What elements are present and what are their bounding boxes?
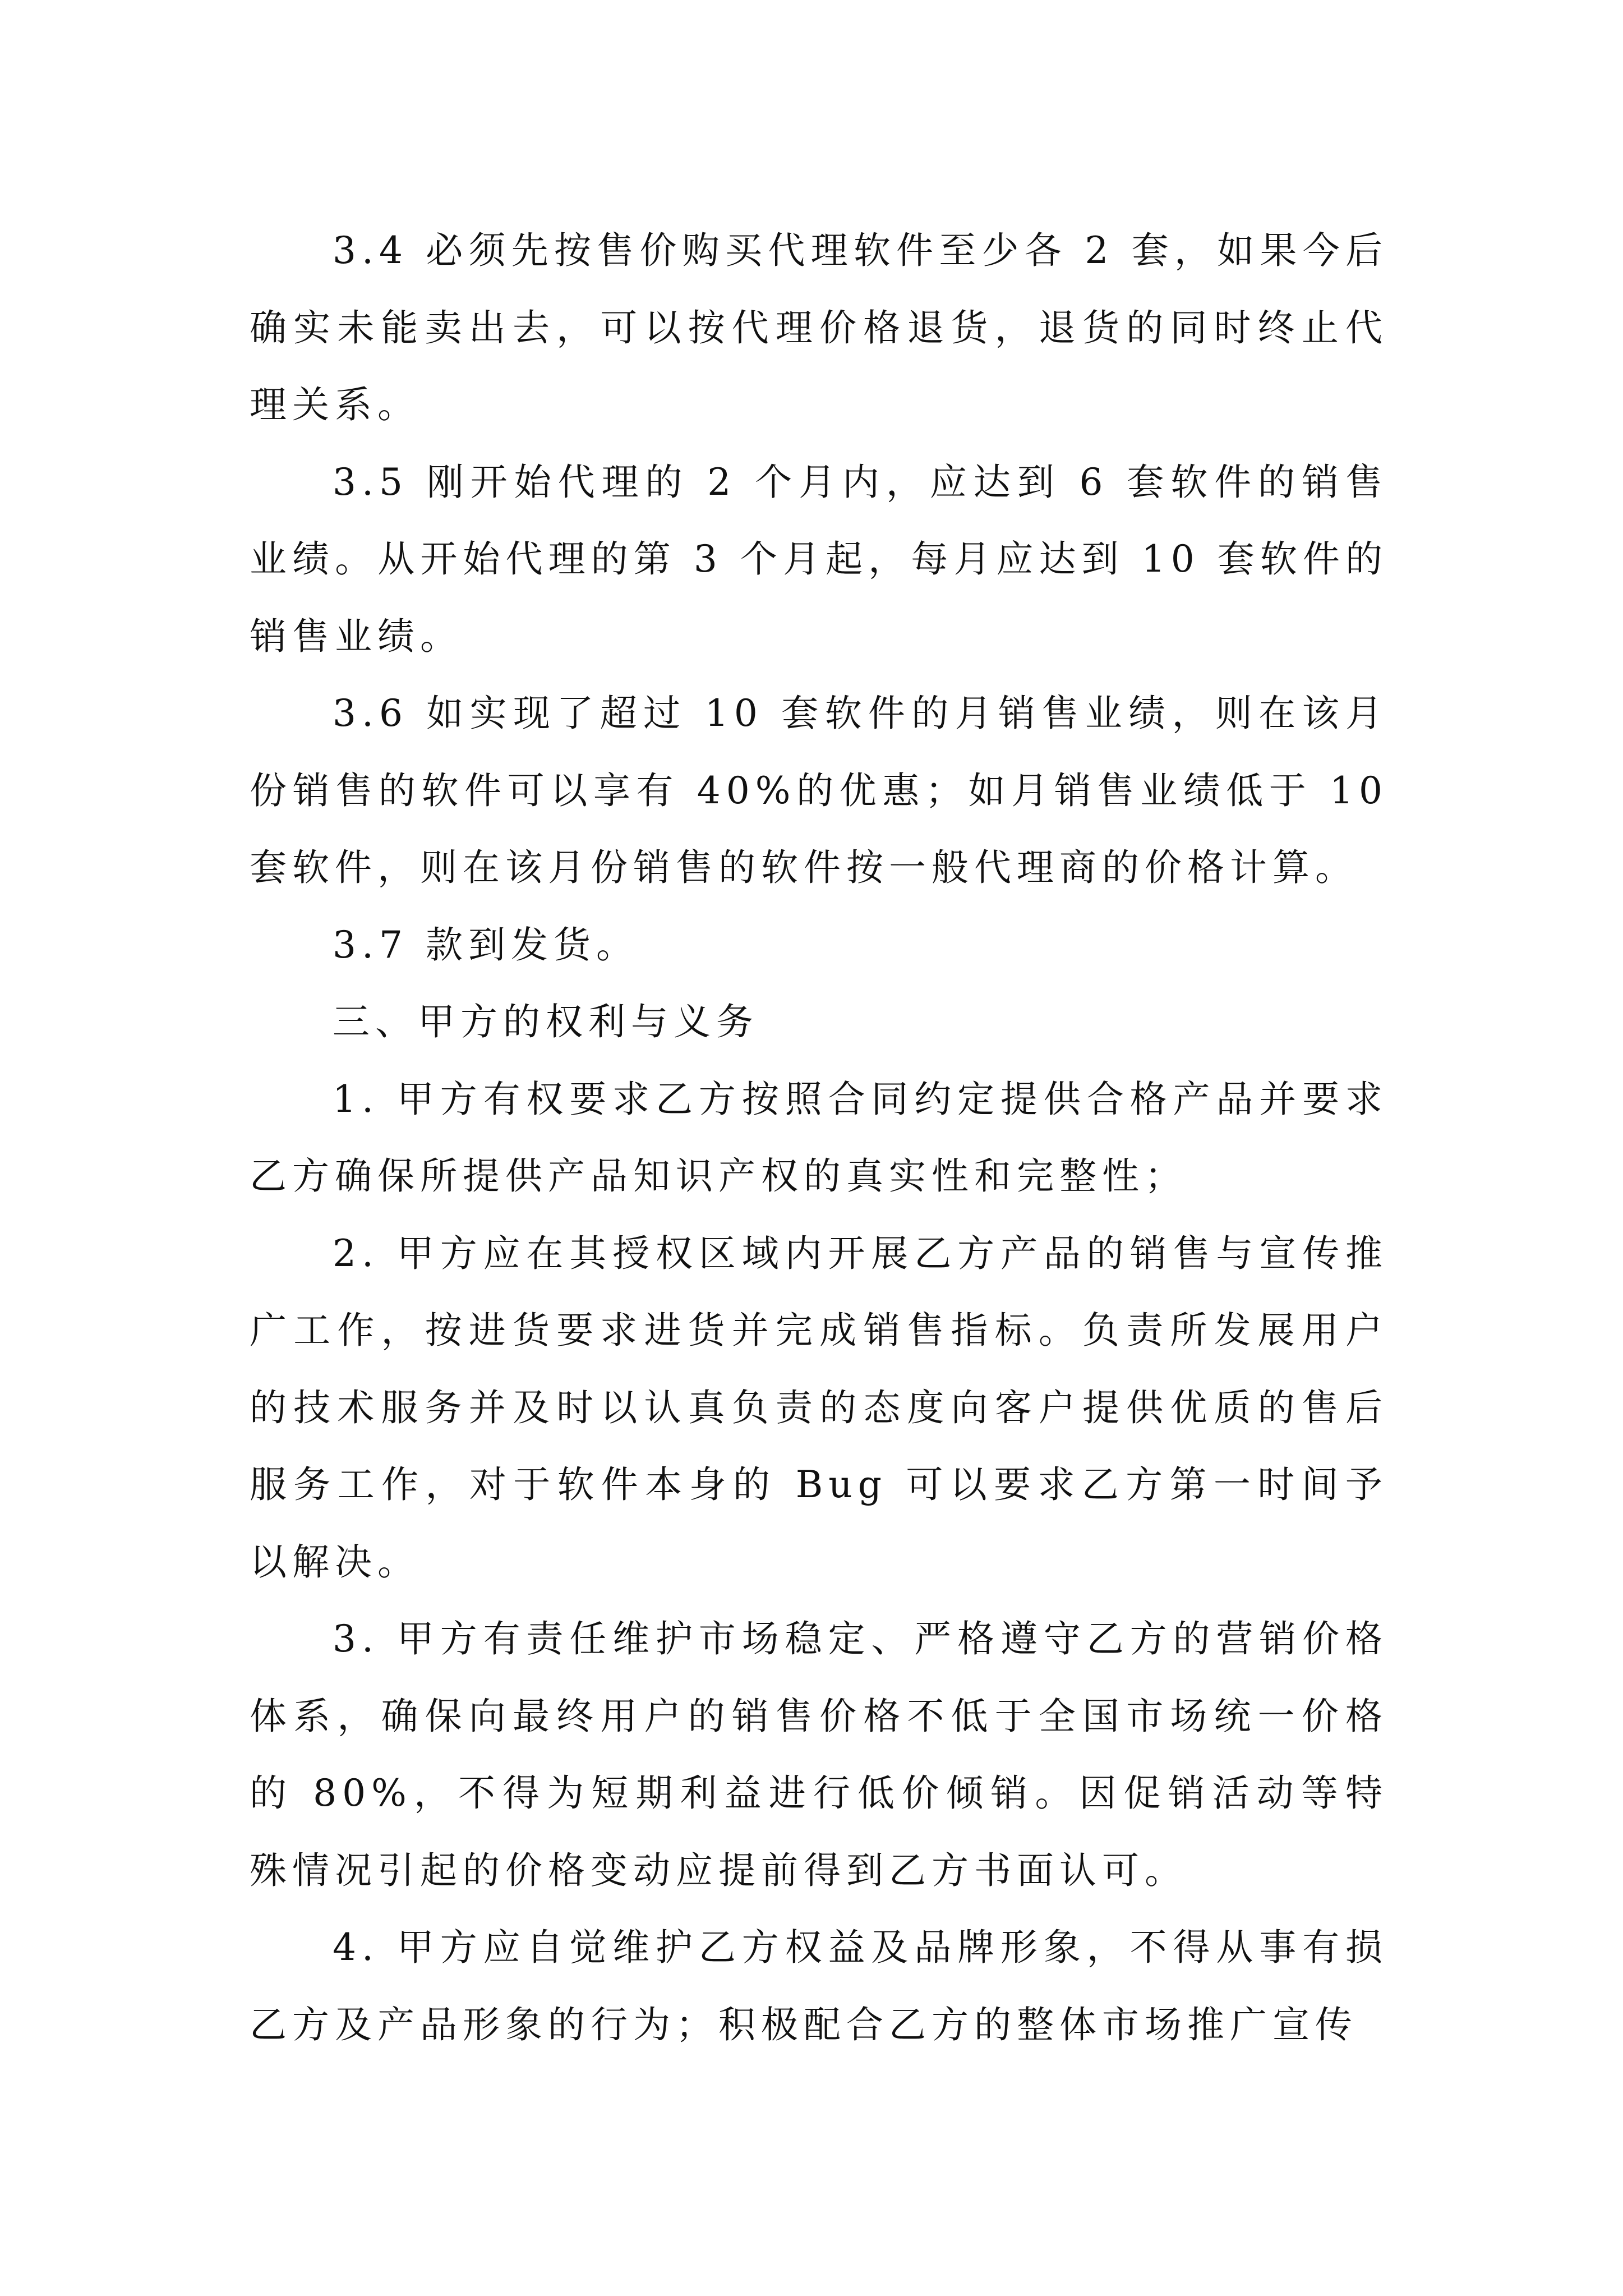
clause-3-5: 3.5 刚开始代理的 2 个月内，应达到 6 套软件的销售业绩。从开始代理的第 3 个月起，每月应达到 10 套软件的销售业绩。 [250,460,1388,658]
clause-3-4: 3.4 必须先按售价购买代理软件至少各 2 套，如果今后确实未能卖出去，可以按代理价格退货，退货的同时终止代理关系。 [250,229,1388,426]
duty-item-4: 4. 甲方应自觉维护乙方权益及品牌形象，不得从事有损乙方及产品形象的行为；积极配合乙方的整体市场推广宣传 [250,1926,1388,2046]
clause-3-6: 3.6 如实现了超过 10 套软件的月销售业绩，则在该月份销售的软件可以享有 40%的优惠；如月销售业绩低于 10 套软件，则在该月份销售的软件按一般代理商的价格计算。 [250,692,1388,889]
clause-3-7: 3.7 款到发货。 [333,923,639,967]
document-body [250,212,1388,2063]
duty-item-1: 1. 甲方有权要求乙方按照合同约定提供合格产品并要求乙方确保所提供产品知识产权的真实性和完整性； [250,1077,1388,1198]
duty-item-3: 3. 甲方有责任维护市场稳定、严格遵守乙方的营销价格体系，确保向最终用户的销售价格不低于全国市场统一价格的 80%，不得为短期利益进行低价倾销。因促销活动等特殊情况引起的价格变动应提前得到乙方书面认可。 [250,1617,1388,1892]
section-heading: 三、甲方的权利与义务 [333,1000,759,1043]
duty-item-2: 2. 甲方应在其授权区域内开展乙方产品的销售与宣传推广工作，按进货要求进货并完成销售指标。负责所发展用户的技术服务并及时以认真负责的态度向客户提供优质的售后服务工作，对于软件本身的 Bug 可以要求乙方第一时间予以解决。 [250,1231,1388,1584]
